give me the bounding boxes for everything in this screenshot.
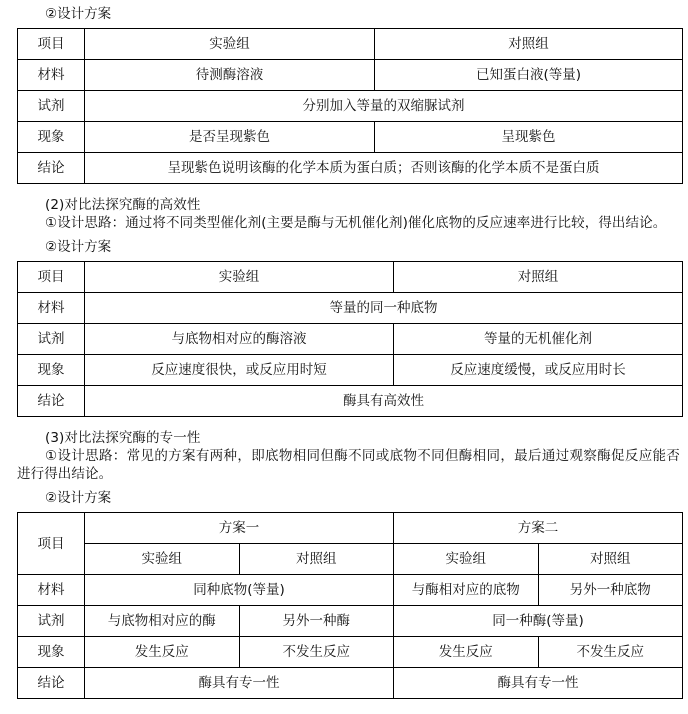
table-2-wrapper [0,261,688,417]
header-plan-two: 方案二 [394,513,683,544]
cell-reagent-plan-two-merged: 同一种酶(等量) [394,606,683,637]
table-row [18,575,683,606]
cell-material-plan-one-merged: 同种底物(等量) [85,575,394,606]
row-label-reagent: 试剂 [18,324,85,355]
table-enzyme-efficiency [17,261,683,417]
cell-phenomenon-plan-two-control: 不发生反应 [538,637,683,668]
row-label-material: 材料 [18,60,85,91]
table-row [18,355,683,386]
heading-section-3: (3)对比法探究酶的专一性 [45,430,201,446]
spacer-after-table-1 [0,184,688,196]
header-control: 对照组 [394,262,683,293]
cell-phenomenon-plan-one-control: 不发生反应 [239,637,394,668]
cell-material-plan-two-experimental: 与酶相对应的底物 [394,575,539,606]
cell-conclusion-plan-two-merged: 酶具有专一性 [394,668,683,699]
table-row-header [18,29,683,60]
table-row [18,153,683,184]
header-item: 项目 [18,513,85,575]
cell-conclusion-merged: 酶具有高效性 [85,386,683,417]
cell-reagent-plan-one-control: 另外一种酶 [239,606,394,637]
cell-phenomenon-plan-one-experimental: 发生反应 [85,637,240,668]
row-label-conclusion: 结论 [18,668,85,699]
cell-conclusion-merged: 呈现紫色说明该酶的化学本质为蛋白质；否则该酶的化学本质不是蛋白质 [85,153,683,184]
table-row [18,386,683,417]
header-plan-one: 方案一 [85,513,394,544]
row-label-material: 材料 [18,293,85,324]
row-label-conclusion: 结论 [18,153,85,184]
table-enzyme-nature [17,28,683,184]
table-row [18,60,683,91]
row-label-phenomenon: 现象 [18,122,85,153]
caption-scheme-1: ②设计方案 [45,6,112,22]
subheader-plan-one-control: 对照组 [239,544,394,575]
subheader-plan-two-control: 对照组 [538,544,683,575]
cell-material-merged: 等量的同一种底物 [85,293,683,324]
row-label-phenomenon: 现象 [18,637,85,668]
header-experimental: 实验组 [85,262,394,293]
table-enzyme-specificity [17,512,683,699]
cell-phenomenon-control: 呈现紫色 [375,122,683,153]
idea-section-3: ①设计思路：常见的方案有两种，即底物相同但酶不同或底物不同但酶相同，最后通过观察酶促反应能否进行得出结论。 [17,448,680,482]
table-row [18,91,683,122]
table-row-header [18,262,683,293]
row-label-reagent: 试剂 [18,606,85,637]
cell-conclusion-plan-one-merged: 酶具有专一性 [85,668,394,699]
row-label-reagent: 试剂 [18,91,85,122]
table-row [18,637,683,668]
row-label-conclusion: 结论 [18,386,85,417]
idea-section-2: ①设计思路：通过将不同类型催化剂(主要是酶与无机催化剂)催化底物的反应速率进行比较，得出结论。 [45,215,667,231]
cell-reagent-control: 等量的无机催化剂 [394,324,683,355]
cell-material-experimental: 待测酶溶液 [85,60,375,91]
cell-reagent-experimental: 与底物相对应的酶溶液 [85,324,394,355]
table-row [18,606,683,637]
heading-section-2: (2)对比法探究酶的高效性 [45,197,201,213]
header-item: 项目 [18,29,85,60]
subheader-plan-two-experimental: 实验组 [394,544,539,575]
caption-scheme-2: ②设计方案 [45,239,112,255]
cell-phenomenon-experimental: 是否呈现紫色 [85,122,375,153]
header-item: 项目 [18,262,85,293]
row-label-material: 材料 [18,575,85,606]
cell-material-control: 已知蛋白液(等量) [375,60,683,91]
table-3-wrapper [0,512,688,699]
table-row [18,293,683,324]
cell-reagent-merged: 分别加入等量的双缩脲试剂 [85,91,683,122]
cell-reagent-plan-one-experimental: 与底物相对应的酶 [85,606,240,637]
spacer-after-table-2 [0,417,688,429]
table-row [18,324,683,355]
row-label-phenomenon: 现象 [18,355,85,386]
header-experimental: 实验组 [85,29,375,60]
table-row-header-sub [18,544,683,575]
table-1-wrapper [0,28,688,184]
table-row [18,668,683,699]
cell-phenomenon-control: 反应速度缓慢，或反应用时长 [394,355,683,386]
header-control: 对照组 [375,29,683,60]
cell-phenomenon-plan-two-experimental: 发生反应 [394,637,539,668]
table-row-header-top [18,513,683,544]
table-row [18,122,683,153]
cell-material-plan-two-control: 另外一种底物 [538,575,683,606]
caption-scheme-3: ②设计方案 [45,490,112,506]
cell-phenomenon-experimental: 反应速度很快，或反应用时短 [85,355,394,386]
subheader-plan-one-experimental: 实验组 [85,544,240,575]
